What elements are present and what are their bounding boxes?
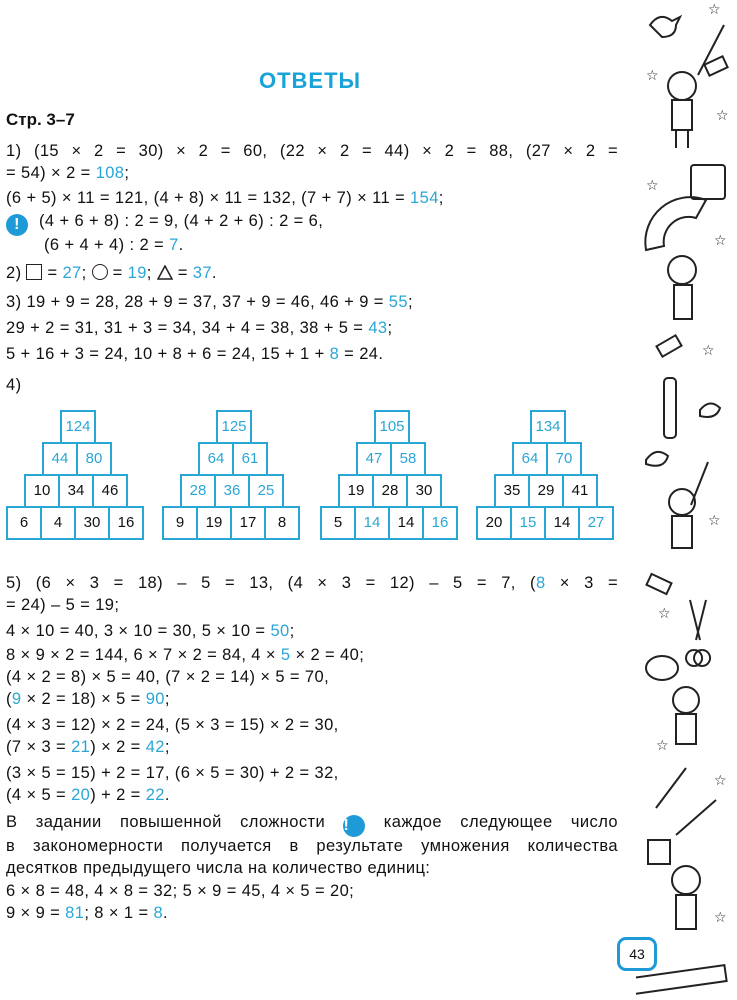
bird-icon-3 [646, 452, 668, 466]
task5-line5: (4 × 2 = 8) × 5 = 40, (7 × 2 = 14) × 5 = 70, [6, 668, 330, 686]
star-icon: ☆ [708, 513, 721, 529]
bonus-line3: десятков предыдущего числа на количество единиц: [6, 859, 431, 877]
pyramid-1-cell: 46 [92, 474, 128, 508]
pyramid-2-cell: 64 [198, 442, 234, 476]
square-icon [26, 264, 42, 280]
triangle-icon [157, 265, 173, 280]
pyramid-2-cell: 36 [214, 474, 250, 508]
girl-head-icon [668, 256, 696, 284]
pyramid-2-cell: 17 [230, 506, 266, 540]
fountain-pen-icon [676, 800, 716, 835]
eraser-icon-2 [656, 335, 681, 356]
star-icon: ☆ [714, 773, 727, 789]
task5-line2: = 24) – 5 = 19; [6, 596, 120, 614]
task5-line4: 8 × 9 × 2 = 144, 6 × 7 × 2 = 84, 4 × 5 × 2 = 40; [6, 646, 365, 664]
pyramid-1-cell: 44 [42, 442, 78, 476]
pyramid-3-cell: 5 [320, 506, 356, 540]
task2-line: 2) = 27; = 19; = 37. [6, 264, 217, 282]
pyramid-1-cell: 4 [40, 506, 76, 540]
pyramid-1-cell: 30 [74, 506, 110, 540]
pyramid-3-cell: 30 [406, 474, 442, 508]
eraser-icon [704, 56, 727, 75]
task4-label: 4) [6, 376, 22, 394]
tape-icon [646, 656, 678, 680]
bird-icon-2 [700, 403, 720, 417]
task3-line2: 29 + 2 = 31, 31 + 3 = 34, 34 + 4 = 38, 38 + 5 = 43; [6, 319, 393, 337]
star-icon: ☆ [708, 2, 721, 18]
pen-icon-2 [656, 768, 686, 808]
pen-icon [664, 378, 676, 438]
pyramid-3-cell: 14 [388, 506, 424, 540]
kid-head-icon [668, 72, 696, 100]
pyramid-2-cell: 25 [248, 474, 284, 508]
star-icon: ☆ [656, 738, 669, 754]
pyramid-3-cell: 19 [338, 474, 374, 508]
page-number: 43 [617, 937, 657, 971]
task5-line1: 5) (6 × 3 = 18) – 5 = 13, (4 × 3 = 12) – 5 = 7, (8 × 3 = [6, 574, 618, 592]
pyramid-1-cell: 80 [76, 442, 112, 476]
bonus-line1: В задании повышенной сложности ! каждое следующее число [6, 813, 618, 837]
pyramid-3-cell: 105 [374, 410, 410, 444]
page-title: ОТВЕТЫ [258, 68, 362, 93]
pyramid-4-cell: 29 [528, 474, 564, 508]
star-icon: ☆ [646, 178, 659, 194]
task5-line3: 4 × 10 = 40, 3 × 10 = 30, 5 × 10 = 50; [6, 622, 295, 640]
bird-icon [650, 17, 680, 37]
task5-line9: (3 × 5 = 15) + 2 = 17, (6 × 5 = 30) + 2 = 32, [6, 764, 339, 782]
girl-head-icon-2 [673, 687, 699, 713]
pyramid-1-cell: 10 [24, 474, 60, 508]
pyramid-2-cell: 9 [162, 506, 198, 540]
pyramid-3-cell: 16 [422, 506, 458, 540]
pyramid-2-cell: 28 [180, 474, 216, 508]
sharpener-icon [691, 165, 725, 199]
pyramid-1-cell: 34 [58, 474, 94, 508]
pyramid-4-cell: 27 [578, 506, 614, 540]
task1-line3: (6 + 5) × 11 = 121, (4 + 8) × 11 = 132, (7 + 7) × 11 = 154; [6, 189, 444, 207]
star-icon: ☆ [714, 233, 727, 249]
pyramid-2-cell: 61 [232, 442, 268, 476]
task1-line1: 1) (15 × 2 = 30) × 2 = 60, (22 × 2 = 44) × 2 = 88, (27 × 2 = [6, 142, 618, 160]
pyramid-3-cell: 58 [390, 442, 426, 476]
pyramid-4-cell: 35 [494, 474, 530, 508]
bonus-line5: 9 × 9 = 81; 8 × 1 = 8. [6, 904, 169, 922]
pyramid-2-cell: 8 [264, 506, 300, 540]
pyramid-3-cell: 28 [372, 474, 408, 508]
bonus-line4: 6 × 8 = 48, 4 × 8 = 32; 5 × 9 = 45, 4 × 5 = 20; [6, 882, 355, 900]
pyramid-4-cell: 134 [530, 410, 566, 444]
pyramid-2-cell: 125 [216, 410, 252, 444]
brush-icon [698, 25, 724, 75]
pyramid-4-cell: 70 [546, 442, 582, 476]
star-icon: ☆ [702, 343, 715, 359]
eraser-icon-3 [646, 574, 671, 594]
boy-head-icon [669, 489, 695, 515]
star-icon: ☆ [646, 68, 659, 84]
pyramid-4-cell: 15 [510, 506, 546, 540]
exclamation-icon: ! [6, 214, 28, 236]
pyramid-3-cell: 47 [356, 442, 392, 476]
pyramid-3-cell: 14 [354, 506, 390, 540]
pyramid-4-cell: 14 [544, 506, 580, 540]
scissors-icon [686, 600, 710, 666]
task5-line7: (4 × 3 = 12) × 2 = 24, (5 × 3 = 15) × 2 = 30, [6, 716, 339, 734]
protractor-icon [645, 197, 706, 250]
task5-line10: (4 × 5 = 20) + 2 = 22. [6, 786, 170, 804]
circle-icon [92, 264, 108, 280]
task1-line4: ! (4 + 6 + 8) : 2 = 9, (4 + 2 + 6) : 2 = 6, [6, 212, 618, 236]
task5-line6: (9 × 2 = 18) × 5 = 90; [6, 690, 170, 708]
task1-line2: = 54) × 2 = 108; [6, 164, 130, 182]
pyramid-4-cell: 41 [562, 474, 598, 508]
pyramid-1-cell: 124 [60, 410, 96, 444]
task3-line1: 3) 19 + 9 = 28, 28 + 9 = 37, 37 + 9 = 46, 46 + 9 = 55; [6, 293, 413, 311]
star-icon: ☆ [714, 910, 727, 926]
stamp-icon [648, 840, 670, 864]
task1-line5: (6 + 4 + 4) : 2 = 7. [44, 236, 184, 254]
pyramid-4-cell: 64 [512, 442, 548, 476]
doodle-decorations [636, 0, 737, 1000]
pyramid-4-cell: 20 [476, 506, 512, 540]
pyramid-1-cell: 6 [6, 506, 42, 540]
star-icon: ☆ [716, 108, 729, 124]
pyramid-2-cell: 19 [196, 506, 232, 540]
kid-head-icon-2 [672, 866, 700, 894]
pyramid-1-cell: 16 [108, 506, 144, 540]
page-reference: Стр. 3–7 [6, 110, 75, 129]
task3-line3: 5 + 16 + 3 = 24, 10 + 8 + 6 = 24, 15 + 1 + 8 = 24. [6, 345, 384, 363]
star-icon: ☆ [658, 606, 671, 622]
task5-line8: (7 × 3 = 21) × 2 = 42; [6, 738, 170, 756]
bonus-line2: в закономерности получается в результате умножения количества [6, 837, 618, 855]
exclamation-icon: ! [343, 815, 365, 837]
